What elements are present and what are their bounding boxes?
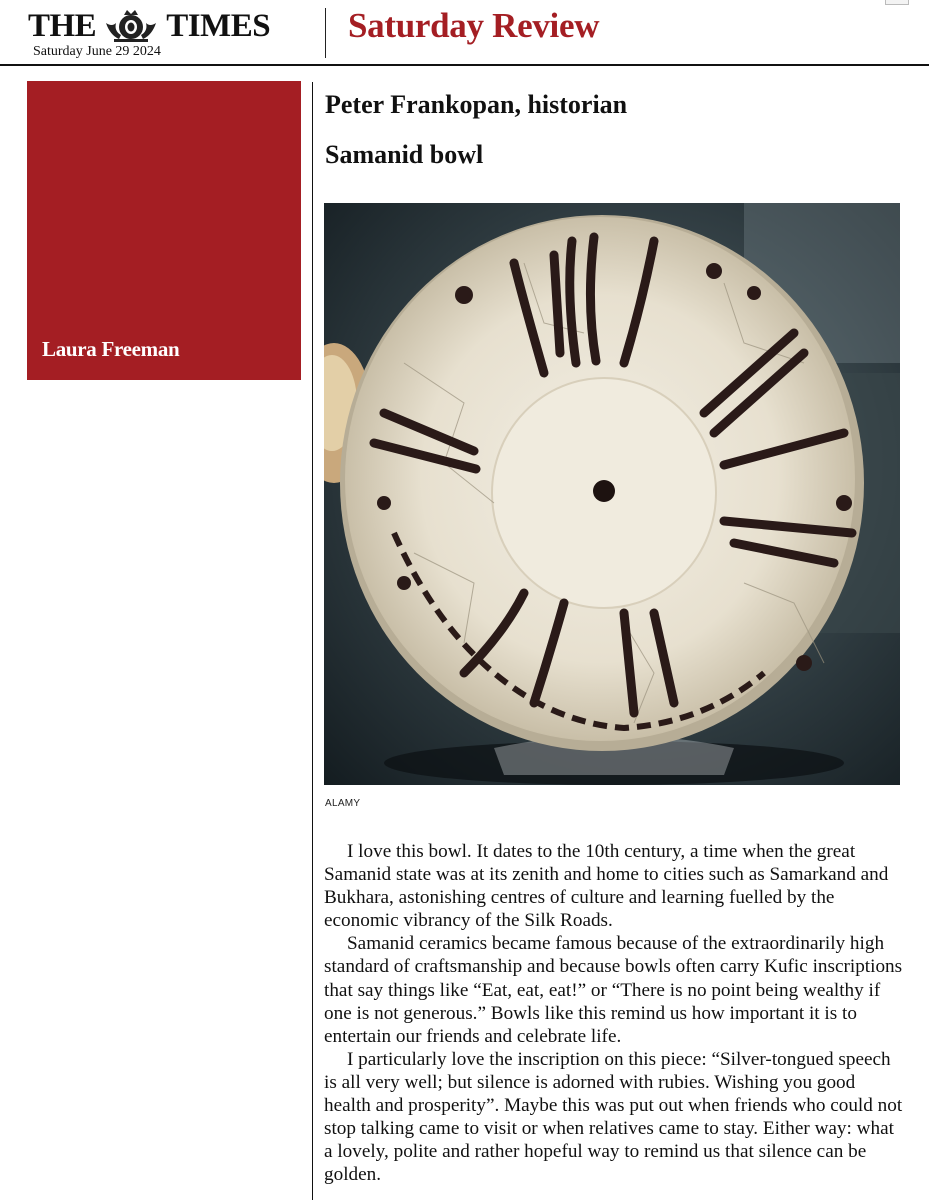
samanid-bowl-illustration <box>324 203 900 785</box>
body-paragraph: Samanid ceramics became famous because of the extraordinarily high standard of craftsmanship and because bowls often carry Kufic inscriptions that say things like “Eat, eat, eat!” or “There is no point being wealthy if one is not generous.” Bowls like this remind us how important it is to entertain our friends and celebrate life. <box>324 933 903 1047</box>
body-paragraph: I particularly love the inscription on this piece: “Silver-tongued speech is all very well; but silence is adorned with rubies. Wishing you good health and prosperity”. Maybe this was put out when friends who could not stop talking came to visit or when relatives came to stay. Either way: what a lovely, polite and rather hopeful way to remind us that silence can be golden. <box>324 1048 903 1186</box>
author-panel <box>27 81 301 380</box>
corner-tab <box>885 0 909 5</box>
column-rule <box>312 82 313 1200</box>
photo-credit: ALAMY <box>325 798 361 809</box>
article-body <box>324 840 904 1186</box>
bowl-photo <box>324 203 900 785</box>
royal-crest-icon <box>100 9 162 43</box>
masthead <box>0 0 929 64</box>
article-subhead: Samanid bowl <box>325 140 484 169</box>
author-name[interactable]: Laura Freeman <box>42 337 180 361</box>
issue-date: Saturday June 29 2024 <box>33 44 161 59</box>
masthead-divider <box>325 8 326 58</box>
logo-word-times: TIMES <box>166 7 271 44</box>
article-headline: Peter Frankopan, historian <box>325 90 628 119</box>
section-title[interactable]: Saturday Review <box>348 6 600 45</box>
times-logo[interactable] <box>28 6 270 46</box>
logo-word-the: THE <box>28 7 97 44</box>
body-paragraph: I love this bowl. It dates to the 10th century, a time when the great Samanid state was at its zenith and home to cities such as Samarkand and Bukhara, astonishing centres of culture and learning fuelled by the economic vibrancy of the Silk Roads. <box>324 841 889 932</box>
header-rule <box>0 64 929 66</box>
